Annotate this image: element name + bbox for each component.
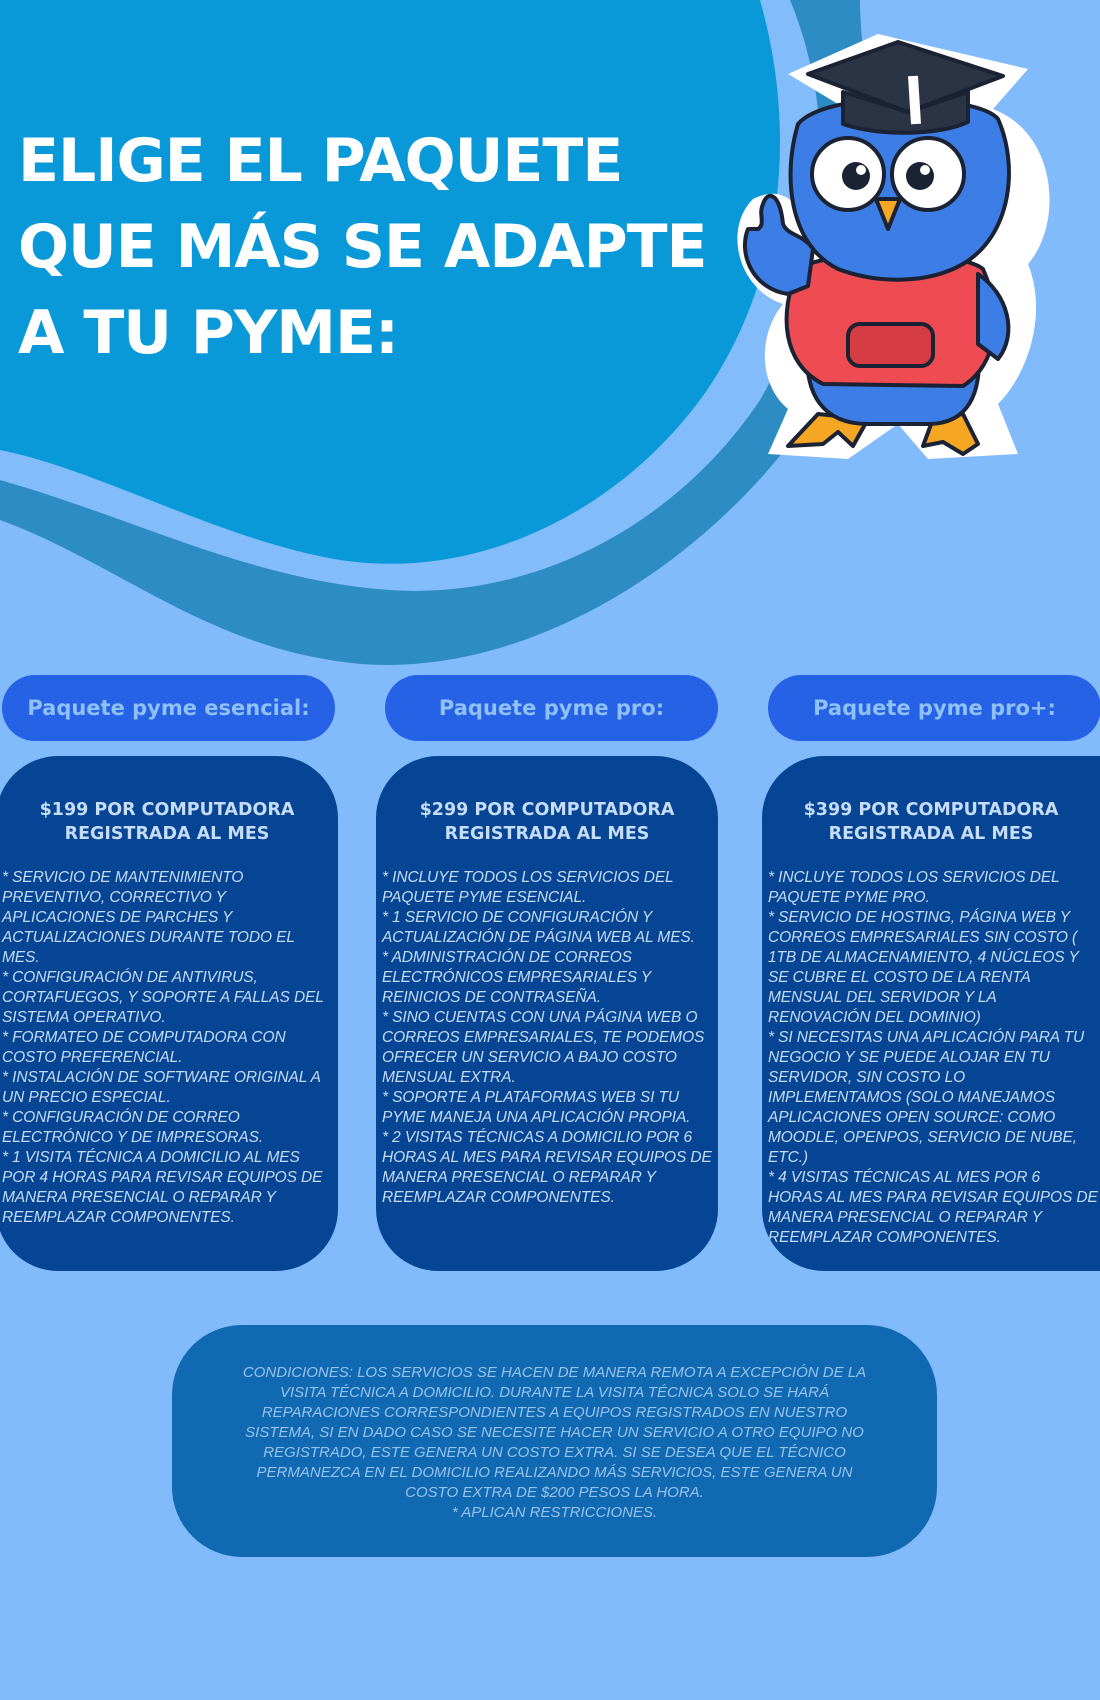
headline-line-1: ELIGE EL PAQUETE bbox=[18, 126, 623, 196]
feature-item: * 1 SERVICIO DE CONFIGURACIÓN Y ACTUALIZACIÓN DE PÁGINA WEB AL MES. bbox=[382, 909, 695, 946]
conditions-note: * APLICAN RESTRICCIONES. bbox=[451, 1504, 658, 1521]
headline-line-3: A TU PYME: bbox=[18, 298, 398, 368]
feature-item: * 1 VISITA TÉCNICA A DOMICILIO AL MES POR 4 HORAS PARA REVISAR EQUIPOS DE MANERA PRESENCIAL O REPARAR Y REEMPLAZAR COMPONENTES. bbox=[2, 1149, 323, 1226]
feature-item: * INCLUYE TODOS LOS SERVICIOS DEL PAQUETE PYME PRO. bbox=[768, 869, 1060, 906]
feature-item: * CONFIGURACIÓN DE CORREO ELECTRÓNICO Y DE IMPRESORAS. bbox=[2, 1109, 264, 1146]
conditions-text: CONDICIONES: LOS SERVICIOS SE HACEN DE MANERA REMOTA A EXCEPCIÓN DE LA VISITA TÉCNICA A DOMICILIO. DURANTE LA VISITA TÉCNICA SOLO SE HARÁ REPARACIONES CORRESPONDIENTES A EQUIPOS REGISTRADOS EN NUESTRO SISTEMA, SI EN DADO CASO SE NECESITE HACER UN SERVICIO A OTRO EQUIPO NO REGISTRADO, ESTE GENERA UN COSTO EXTRA. SI SE DESEA QUE EL TÉCNICO PERMANEZCA EN EL DOMICILIO REALIZANDO MÁS SERVICIOS, ESTE GENERA UN COSTO EXTRA DE $200 PESOS LA HORA. bbox=[242, 1364, 867, 1501]
package-tab-pro[interactable] bbox=[385, 675, 718, 741]
feature-item: * 4 VISITAS TÉCNICAS AL MES POR 6 HORAS AL MES PARA REVISAR EQUIPOS DE MANERA PRESENCIAL O REPARAR Y REEMPLAZAR COMPONENTES. bbox=[768, 1169, 1098, 1246]
package-card-esencial bbox=[0, 756, 338, 1271]
feature-item: * SINO CUENTAS CON UNA PÁGINA WEB O CORREOS EMPRESARIALES, TE PODEMOS OFRECER UN SERVICIO A BAJO COSTO MENSUAL EXTRA. bbox=[382, 1009, 705, 1086]
package-price: $199 POR COMPUTADORA REGISTRADA AL MES bbox=[39, 800, 295, 844]
feature-list bbox=[762, 868, 1098, 1248]
feature-item: * INSTALACIÓN DE SOFTWARE ORIGINAL A UN PRECIO ESPECIAL. bbox=[2, 1069, 321, 1106]
feature-item: * SERVICIO DE HOSTING, PÁGINA WEB Y CORREOS EMPRESARIALES SIN COSTO ( 1TB DE ALMACENAMIENTO, 4 NÚCLEOS Y SE CUBRE EL COSTO DE LA RENTA MENSUAL DEL SERVIDOR Y LA RENOVACIÓN DEL DOMINIO) bbox=[768, 909, 1079, 1026]
feature-item: * 2 VISITAS TÉCNICAS A DOMICILIO POR 6 HORAS AL MES PARA REVISAR EQUIPOS DE MANERA PRESENCIAL O REPARAR Y REEMPLAZAR COMPONENTES. bbox=[382, 1129, 712, 1206]
feature-item: * ADMINISTRACIÓN DE CORREOS ELECTRÓNICOS EMPRESARIALES Y REINICIOS DE CONTRASEÑA. bbox=[382, 949, 651, 1006]
package-price: $399 POR COMPUTADORA REGISTRADA AL MES bbox=[803, 800, 1059, 844]
feature-item: * SOPORTE A PLATAFORMAS WEB SI TU PYME MANEJA UNA APLICACIÓN PROPIA. bbox=[382, 1089, 691, 1126]
package-card-pro bbox=[376, 756, 718, 1271]
page-headline bbox=[18, 118, 707, 376]
package-card-pro-plus bbox=[762, 756, 1100, 1271]
feature-item: * CONFIGURACIÓN DE ANTIVIRUS, CORTAFUEGOS, Y SOPORTE A FALLAS DEL SISTEMA OPERATIVO. bbox=[2, 969, 324, 1026]
feature-item: * SI NECESITAS UNA APLICACIÓN PARA TU NEGOCIO Y SE PUEDE ALOJAR EN TU SERVIDOR, SIN COSTO LO IMPLEMENTAMOS (SOLO MANEJAMOS APLICACIONES OPEN SOURCE: COMO MOODLE, OPENPOS, SERVICIO DE NUBE, ETC.) bbox=[768, 1029, 1085, 1166]
package-name-esencial: Paquete pyme esencial: bbox=[27, 696, 310, 720]
graduate-owl-thumbs-up-icon bbox=[728, 14, 1068, 474]
package-name-pro-plus: Paquete pyme pro+: bbox=[813, 696, 1056, 720]
feature-list bbox=[0, 868, 336, 1228]
feature-list bbox=[376, 868, 716, 1208]
package-tab-esencial[interactable] bbox=[2, 675, 335, 741]
package-tab-pro-plus[interactable] bbox=[768, 675, 1100, 741]
package-name-pro: Paquete pyme pro: bbox=[438, 696, 665, 720]
headline-line-2: QUE MÁS SE ADAPTE bbox=[18, 212, 707, 282]
feature-item: * FORMATEO DE COMPUTADORA CON COSTO PREFERENCIAL. bbox=[2, 1029, 286, 1066]
feature-item: * INCLUYE TODOS LOS SERVICIOS DEL PAQUETE PYME ESENCIAL. bbox=[382, 869, 674, 906]
feature-item: * SERVICIO DE MANTENIMIENTO PREVENTIVO, CORRECTIVO Y APLICACIONES DE PARCHES Y ACTUALIZACIONES DURANTE TODO EL MES. bbox=[2, 869, 295, 966]
package-price: $299 POR COMPUTADORA REGISTRADA AL MES bbox=[419, 800, 675, 844]
conditions-box bbox=[172, 1325, 937, 1557]
